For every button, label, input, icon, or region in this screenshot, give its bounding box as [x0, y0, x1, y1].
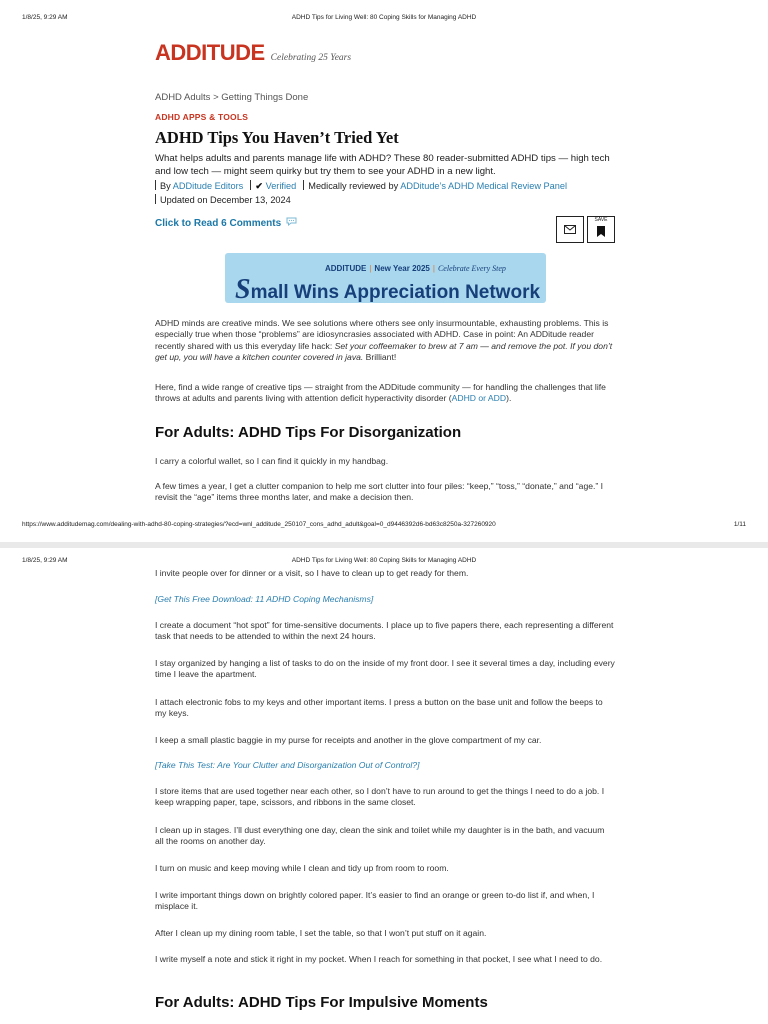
- intro-paragraph-2: Here, find a wide range of creative tips — straight from the ADDitude community — for handling the challenges that life throws at adults and parents living with attention deficit hyperactivity disorder (ADHD or ADD).: [155, 382, 606, 404]
- banner-headline: [235, 274, 540, 303]
- additude-logo[interactable]: [155, 40, 351, 66]
- speech-bubble-icon: [286, 217, 297, 228]
- tip-paragraph: I turn on music and keep moving while I clean and tidy up from room to room.: [155, 863, 449, 873]
- clutter-test-link[interactable]: [Take This Test: Are Your Clutter and Disorganization Out of Control?]: [155, 760, 420, 770]
- reviewed-label: Medically reviewed by: [308, 181, 399, 191]
- tip-paragraph: After I clean up my dining room table, I set the table, so that I won’t put stuff on it again.: [155, 928, 487, 938]
- adhd-or-add-link[interactable]: ADHD or ADD: [451, 393, 507, 404]
- tip-paragraph: I clean up in stages. I’ll dust everything one day, clean the sink and toilet while my daughter is in the bath, and vacuum all the rooms on another day.: [155, 825, 605, 847]
- verified-link[interactable]: Verified: [265, 181, 297, 191]
- logo-tagline: Celebrating 25 Years: [270, 53, 352, 63]
- small-wins-banner[interactable]: [225, 253, 546, 303]
- tip-paragraph: I write important things down on brightly colored paper. It’s easier to find an orange or green to-do list if, and when, I misplace it.: [155, 890, 595, 912]
- banner-slogan: Celebrate Every Step: [437, 264, 506, 273]
- section-heading-disorganization: For Adults: ADHD Tips For Disorganization: [155, 424, 462, 441]
- byline-divider: [250, 180, 252, 190]
- tip-paragraph: I keep a small plastic baggie in my purse for receipts and another in the glove compartment of my car.: [155, 735, 542, 745]
- tip-paragraph: I create a document “hot spot” for time-sensitive documents. I place up to five papers there, each representing a different task that needs to be attended to within the next 24 hours.: [155, 620, 614, 642]
- intro-paragraph-1: ADHD minds are creative minds. We see solutions where others see only insurmountable, exhausting problems. This is especially true when those “problems” are idiosyncrasies associated with ADHD. Case in point: An ADDitude reader recently shared with us this everyday life hack: Set your coffeemaker to brew at 7 am — and remove the pot. If you don’t get up, you will have a kitchen counter covered in java. Brilliant!: [155, 318, 613, 362]
- banner-event: New Year 2025: [374, 264, 430, 273]
- breadcrumb: [155, 92, 615, 103]
- by-label: By: [160, 181, 171, 191]
- section-heading-impulsive: For Adults: ADHD Tips For Impulsive Moments: [155, 994, 488, 1011]
- author-link[interactable]: ADDitude Editors: [172, 181, 244, 191]
- page-title: ADHD Tips You Haven’t Tried Yet: [155, 128, 399, 147]
- breadcrumb-getting-things-done[interactable]: Getting Things Done: [221, 92, 309, 103]
- save-label: SAVE: [594, 217, 608, 223]
- print-page-number: 1/11: [733, 521, 746, 528]
- breadcrumb-separator: >: [213, 92, 219, 103]
- byline-row-2: [155, 193, 615, 207]
- byline-divider: [155, 194, 156, 204]
- breadcrumb-adhd-adults[interactable]: ADHD Adults: [155, 92, 211, 103]
- reviewer-link[interactable]: ADDitude’s ADHD Medical Review Panel: [400, 181, 568, 191]
- tip-paragraph: I attach electronic fobs to my keys and other important items. I press a button on the base unit and follow the beeps to my keys.: [155, 697, 603, 719]
- print-title: ADHD Tips for Living Well: 80 Coping Skills for Managing ADHD: [291, 14, 477, 21]
- article-dek: What helps adults and parents manage life with ADHD? These 80 reader-submitted ADHD tips — high tech and low tech — might seem quirky but try them to see your ADHD in a new light.: [155, 153, 610, 177]
- comments-link[interactable]: [155, 217, 615, 229]
- byline-divider: [303, 180, 305, 190]
- print-date: 1/8/25, 9:29 AM: [22, 14, 68, 21]
- tip-paragraph: I invite people over for dinner or a visit, so I have to clean up to get ready for them.: [155, 568, 469, 578]
- banner-brand: ADDITUDE: [325, 264, 367, 273]
- byline-row-1: [155, 179, 615, 193]
- banner-big-rest: mall Wins Appreciation Network: [250, 282, 541, 303]
- envelope-icon: [564, 221, 576, 239]
- print-url: https://www.additudemag.com/dealing-with-adhd-80-coping-strategies/?ecd=wnl_additude_250107_cons_adhd_adult&goal=0_d9446392d6-bd63c8250a-327260920: [22, 521, 496, 528]
- comments-link-label: Click to Read 6 Comments: [155, 218, 282, 229]
- byline: [155, 179, 615, 207]
- tip-paragraph: I carry a colorful wallet, so I can find it quickly in my handbag.: [155, 456, 389, 466]
- email-share-button[interactable]: [556, 216, 584, 243]
- tip-paragraph: I stay organized by hanging a list of tasks to do on the inside of my front door. I see it several times a day, including every time I leave the apartment.: [155, 658, 615, 680]
- free-download-link[interactable]: [Get This Free Download: 11 ADHD Coping Mechanisms]: [155, 594, 374, 604]
- tip-paragraph: A few times a year, I get a clutter companion to help me sort clutter into four piles: “keep,” “toss,” “donate,” and “age.” I revisit the “age” items three months later, and make a decision then.: [155, 481, 604, 503]
- banner-separator: |: [432, 264, 435, 273]
- save-button[interactable]: [587, 216, 615, 243]
- check-icon: ✔: [255, 181, 264, 191]
- print-header: [0, 557, 768, 567]
- banner-big-s: S: [235, 274, 251, 303]
- tip-paragraph: I write myself a note and stick it right in my pocket. When I reach for something in that pocket, I see what I need to do.: [155, 954, 603, 964]
- tip-paragraph: I store items that are used together near each other, so I don’t have to run around to get the things I need to do a job. I keep wrapping paper, tape, scissors, and ribbons in the same closet.: [155, 786, 605, 808]
- updated-date: Updated on December 13, 2024: [160, 195, 291, 205]
- byline-divider: [155, 180, 156, 190]
- banner-top-line: [325, 264, 506, 273]
- print-header: [0, 14, 768, 24]
- print-date: 1/8/25, 9:29 AM: [22, 557, 68, 564]
- logo-wordmark: ADDITUDE: [155, 40, 265, 65]
- category-kicker[interactable]: ADHD APPS & TOOLS: [155, 112, 249, 122]
- banner-separator: |: [369, 264, 372, 273]
- print-page-2: [0, 548, 768, 1024]
- bookmark-icon: [597, 224, 605, 242]
- print-title: ADHD Tips for Living Well: 80 Coping Skills for Managing ADHD: [291, 557, 477, 564]
